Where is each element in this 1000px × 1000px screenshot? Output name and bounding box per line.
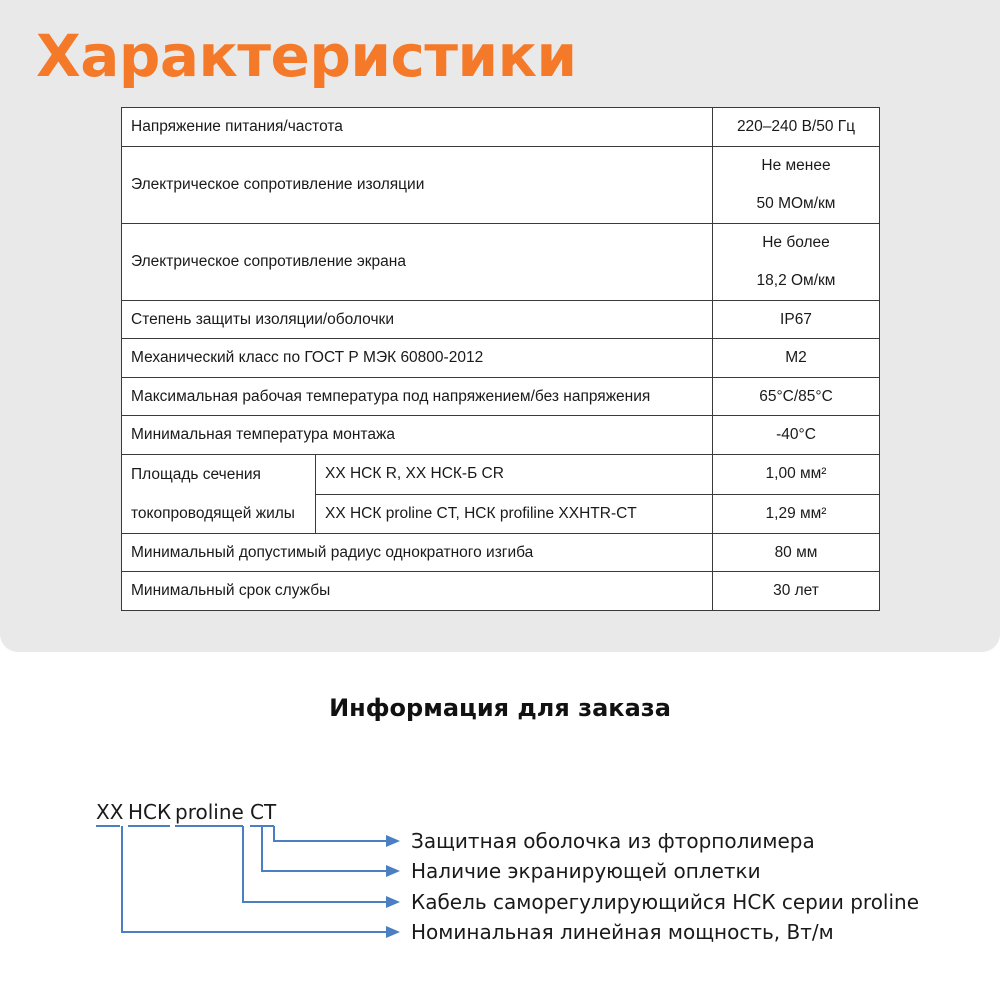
code-description: Кабель саморегулирующийся НСК серии proline bbox=[411, 890, 920, 914]
param-value: 220–240 В/50 Гц bbox=[713, 108, 880, 147]
param-label: Степень защиты изоляции/оболочки bbox=[122, 301, 713, 339]
value-line: Не менее bbox=[761, 157, 831, 174]
code-part-series: НСК bbox=[128, 800, 172, 824]
param-value: -40°C bbox=[713, 416, 880, 455]
param-label: Напряжение питания/частота bbox=[122, 108, 713, 147]
connector-line bbox=[262, 826, 392, 871]
value-line: 50 МОм/км bbox=[756, 195, 836, 212]
param-value: IP67 bbox=[713, 301, 880, 339]
page-title: Характеристики bbox=[36, 22, 577, 90]
param-value: М2 bbox=[713, 339, 880, 378]
cross-section-label-line: Площадь сечения bbox=[131, 466, 261, 483]
code-description: Наличие экранирующей оплетки bbox=[411, 859, 761, 883]
param-label: Максимальная рабочая температура под напряжением/без напряжения bbox=[122, 378, 713, 416]
code-description: Номинальная линейная мощность, Вт/м bbox=[411, 920, 834, 944]
cross-section-models: XX НСК R, XX НСК-Б CR bbox=[316, 455, 713, 495]
code-part-proline: proline bbox=[175, 800, 244, 824]
param-label: Минимальная температура монтажа bbox=[122, 416, 713, 455]
param-value: 80 мм bbox=[713, 534, 880, 572]
connector-line bbox=[274, 826, 392, 841]
param-label: Минимальный допустимый радиус однократного изгиба bbox=[122, 534, 713, 572]
param-label: Электрическое сопротивление экрана bbox=[122, 224, 713, 301]
code-part-ct: CT bbox=[250, 800, 277, 824]
param-value: 65°C/85°C bbox=[713, 378, 880, 416]
value-line: 18,2 Ом/км bbox=[756, 272, 836, 289]
code-part-power: XX bbox=[96, 800, 124, 824]
param-label: Минимальный срок службы bbox=[122, 572, 713, 611]
param-label: Механический класс по ГОСТ Р МЭК 60800-2012 bbox=[122, 339, 713, 378]
cross-section-label-line: токопроводящей жилы bbox=[131, 505, 295, 522]
arrow-head bbox=[386, 926, 400, 938]
cross-section-value: 1,29 мм² bbox=[713, 494, 880, 534]
arrow-head bbox=[386, 865, 400, 877]
param-value: 30 лет bbox=[713, 572, 880, 611]
cross-section-value: 1,00 мм² bbox=[713, 455, 880, 495]
value-line: Не более bbox=[762, 234, 830, 251]
order-info-title: Информация для заказа bbox=[329, 694, 671, 722]
param-label: Электрическое сопротивление изоляции bbox=[122, 147, 713, 224]
connector-line bbox=[243, 826, 392, 902]
cross-section-models: XX НСК proline CT, НСК profiline XXHTR-CT bbox=[316, 494, 713, 534]
arrow-head bbox=[386, 896, 400, 908]
arrow-head bbox=[386, 835, 400, 847]
code-description: Защитная оболочка из фторполимера bbox=[411, 829, 815, 853]
